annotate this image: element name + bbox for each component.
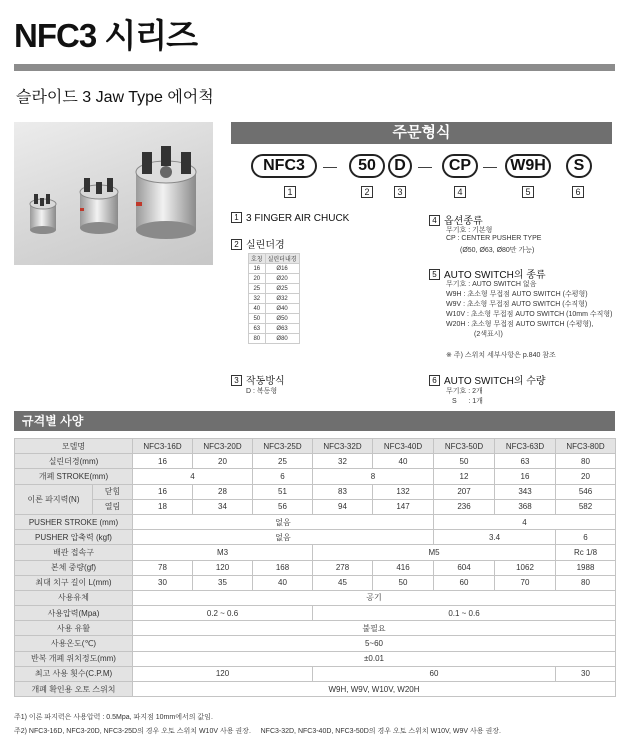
table-cell: 80 bbox=[556, 454, 616, 469]
table-cell: 28 bbox=[193, 484, 253, 499]
table-row bbox=[15, 484, 616, 499]
table-row bbox=[15, 469, 616, 484]
table-row bbox=[15, 636, 616, 651]
section-5-line: W9V : 초소형 무접점 AUTO SWITCH (수직형) bbox=[446, 301, 588, 308]
table-cell: 5~60 bbox=[133, 636, 616, 651]
order-code-switch: W9H bbox=[505, 154, 551, 178]
product-photo bbox=[14, 122, 213, 265]
page-subtitle: 슬라이드 3 Jaw Type 에어척 bbox=[16, 89, 214, 106]
table-cell: Ø20 bbox=[265, 274, 299, 284]
row-label: 모델명 bbox=[15, 439, 133, 454]
table-cell: Ø40 bbox=[265, 304, 299, 314]
table-cell: 34 bbox=[193, 499, 253, 514]
table-cell: 공기 bbox=[133, 590, 616, 605]
table-cell: 1988 bbox=[556, 560, 616, 575]
order-num-box: 5 bbox=[522, 186, 534, 198]
table-cell: 236 bbox=[434, 499, 495, 514]
table-cell: NFC3-16D bbox=[133, 439, 193, 454]
bore-table-header: 호칭 bbox=[249, 254, 266, 264]
table-cell: Ø50 bbox=[265, 314, 299, 324]
table-cell: 6 bbox=[556, 530, 616, 545]
table-cell: NFC3-50D bbox=[434, 439, 495, 454]
table-cell: 207 bbox=[434, 484, 495, 499]
row-label: 배관 접속구 bbox=[15, 545, 133, 560]
section-4-line: (Ø50, Ø63, Ø80만 가능) bbox=[460, 247, 535, 254]
table-cell: Ø80 bbox=[265, 334, 299, 344]
section-title: 실린더경 bbox=[246, 240, 285, 251]
section-title: AUTO SWITCH의 종류 bbox=[444, 270, 546, 281]
order-num-box: 6 bbox=[572, 186, 584, 198]
table-cell: 51 bbox=[253, 484, 313, 499]
section-num: 6 bbox=[429, 375, 440, 386]
order-code-qty: S bbox=[566, 154, 592, 178]
table-row bbox=[249, 264, 300, 274]
table-cell: 12 bbox=[434, 469, 495, 484]
table-cell: 45 bbox=[313, 575, 373, 590]
section-num: 5 bbox=[429, 269, 440, 280]
table-cell: 0.1 ~ 0.6 bbox=[313, 606, 616, 621]
section-5-line: W9H : 초소형 무접점 AUTO SWITCH (수평형) bbox=[446, 291, 588, 298]
table-cell: NFC3-63D bbox=[495, 439, 556, 454]
order-code-action: D bbox=[388, 154, 412, 178]
order-code-series: NFC3 bbox=[251, 154, 317, 178]
table-cell: 604 bbox=[434, 560, 495, 575]
table-cell: 18 bbox=[133, 499, 193, 514]
row-label: 본체 중량(gf) bbox=[15, 560, 133, 575]
table-cell: 3.4 bbox=[434, 530, 556, 545]
table-cell: Rc 1/8 bbox=[556, 545, 616, 560]
order-code-option: CP bbox=[442, 154, 478, 178]
table-cell: 20 bbox=[193, 454, 253, 469]
table-cell: 582 bbox=[556, 499, 616, 514]
table-cell: 50 bbox=[373, 575, 434, 590]
table-row bbox=[249, 324, 300, 334]
bore-table-header: 실린더내경 bbox=[265, 254, 299, 264]
section-6 bbox=[429, 372, 546, 387]
table-cell: 120 bbox=[133, 666, 313, 681]
section-num: 3 bbox=[231, 375, 242, 386]
table-cell: 20 bbox=[249, 274, 266, 284]
table-row bbox=[15, 575, 616, 590]
order-format-header: 주문형식 bbox=[231, 122, 612, 144]
order-dash: — bbox=[483, 158, 497, 174]
table-cell: Ø25 bbox=[265, 284, 299, 294]
section-5-note: ※ 주) 스위치 세부사항은 p.840 참조 bbox=[446, 352, 556, 359]
table-cell: 40 bbox=[253, 575, 313, 590]
table-cell: NFC3-20D bbox=[193, 439, 253, 454]
table-row bbox=[15, 545, 616, 560]
table-cell: 278 bbox=[313, 560, 373, 575]
table-cell: 40 bbox=[249, 304, 266, 314]
table-cell: 없음 bbox=[133, 514, 434, 529]
row-label: 실린더경(mm) bbox=[15, 454, 133, 469]
table-cell: 32 bbox=[249, 294, 266, 304]
table-cell: 343 bbox=[495, 484, 556, 499]
row-label: PUSHER 압축력 (kgf) bbox=[15, 530, 133, 545]
table-row bbox=[15, 606, 616, 621]
table-cell: Ø32 bbox=[265, 294, 299, 304]
table-row bbox=[15, 560, 616, 575]
table-cell: 4 bbox=[434, 514, 616, 529]
table-cell: 16 bbox=[249, 264, 266, 274]
table-cell: 16 bbox=[495, 469, 556, 484]
table-cell: 50 bbox=[249, 314, 266, 324]
section-title: 3 FINGER AIR CHUCK bbox=[246, 213, 350, 224]
row-label: 사용온도(℃) bbox=[15, 636, 133, 651]
row-label: 개폐 확인용 오토 스위치 bbox=[15, 682, 133, 697]
table-cell: 546 bbox=[556, 484, 616, 499]
table-cell: 416 bbox=[373, 560, 434, 575]
table-cell: 120 bbox=[193, 560, 253, 575]
air-chuck-illustration bbox=[14, 122, 213, 265]
table-cell: 70 bbox=[495, 575, 556, 590]
order-num-box: 2 bbox=[361, 186, 373, 198]
order-dash: — bbox=[418, 158, 432, 174]
row-label: 이론 파지력(N) bbox=[15, 484, 93, 514]
table-cell: NFC3-25D bbox=[253, 439, 313, 454]
table-row bbox=[249, 314, 300, 324]
table-cell: 168 bbox=[253, 560, 313, 575]
table-row bbox=[15, 530, 616, 545]
row-sublabel: 닫힘 bbox=[93, 484, 133, 499]
order-num-box: 3 bbox=[394, 186, 406, 198]
section-num: 4 bbox=[429, 215, 440, 226]
footnote: 주1) 이론 파지력은 사용압력 : 0.5Mpa, 파지점 10mm에서의 값임. bbox=[14, 714, 213, 721]
spec-table bbox=[14, 438, 616, 697]
table-cell: 40 bbox=[373, 454, 434, 469]
section-title: 작동방식 bbox=[246, 376, 285, 387]
table-row bbox=[15, 621, 616, 636]
table-cell: 30 bbox=[556, 666, 616, 681]
title-divider bbox=[14, 64, 615, 71]
table-cell: 60 bbox=[434, 575, 495, 590]
section-1 bbox=[231, 212, 349, 224]
section-3 bbox=[231, 372, 285, 387]
section-5-line: W10V : 초소형 무접점 AUTO SWITCH (10mm 수직형) bbox=[446, 311, 613, 318]
bore-table bbox=[248, 253, 300, 344]
row-label: PUSHER STROKE (mm) bbox=[15, 514, 133, 529]
table-cell: M3 bbox=[133, 545, 313, 560]
section-6-line: S : 1개 bbox=[452, 398, 483, 405]
table-row bbox=[15, 666, 616, 681]
table-row bbox=[15, 499, 616, 514]
table-cell: Ø63 bbox=[265, 324, 299, 334]
row-label: 사용유체 bbox=[15, 590, 133, 605]
table-cell: 50 bbox=[434, 454, 495, 469]
section-4-line: CP : CENTER PUSHER TYPE bbox=[446, 235, 542, 242]
row-label: 개폐 STROKE(mm) bbox=[15, 469, 133, 484]
order-code-bore: 50 bbox=[349, 154, 385, 178]
section-5-line: 무기호 : AUTO SWITCH 없음 bbox=[446, 281, 537, 288]
row-label: 최고 사용 횟수(C.P.M) bbox=[15, 666, 133, 681]
table-cell: 35 bbox=[193, 575, 253, 590]
table-cell: NFC3-32D bbox=[313, 439, 373, 454]
row-label: 사용압력(Mpa) bbox=[15, 606, 133, 621]
table-cell: M5 bbox=[313, 545, 556, 560]
table-row bbox=[15, 439, 616, 454]
table-cell: 4 bbox=[133, 469, 253, 484]
page-title: NFC3 시리즈 bbox=[14, 17, 197, 54]
section-3-line: D : 복동형 bbox=[246, 388, 278, 395]
table-cell: 8 bbox=[313, 469, 434, 484]
table-cell: 94 bbox=[313, 499, 373, 514]
section-6-line: 무기호 : 2개 bbox=[446, 388, 483, 395]
section-num: 1 bbox=[231, 212, 242, 223]
section-2 bbox=[231, 236, 285, 251]
table-cell: 16 bbox=[133, 484, 193, 499]
section-title: 옵션종류 bbox=[444, 216, 483, 227]
table-cell: 83 bbox=[313, 484, 373, 499]
table-row bbox=[249, 304, 300, 314]
table-cell: 25 bbox=[253, 454, 313, 469]
table-cell: 25 bbox=[249, 284, 266, 294]
table-cell: 147 bbox=[373, 499, 434, 514]
table-cell: W9H, W9V, W10V, W20H bbox=[133, 682, 616, 697]
table-cell: 20 bbox=[556, 469, 616, 484]
table-cell: 60 bbox=[313, 666, 556, 681]
order-num-box: 4 bbox=[454, 186, 466, 198]
table-row bbox=[249, 274, 300, 284]
table-cell: NFC3-40D bbox=[373, 439, 434, 454]
section-num: 2 bbox=[231, 239, 242, 250]
table-cell: 30 bbox=[133, 575, 193, 590]
table-cell: 32 bbox=[313, 454, 373, 469]
table-cell: Ø16 bbox=[265, 264, 299, 274]
row-label: 반복 개폐 위치정도(mm) bbox=[15, 651, 133, 666]
table-cell: 1062 bbox=[495, 560, 556, 575]
table-cell: 16 bbox=[133, 454, 193, 469]
table-cell: 6 bbox=[253, 469, 313, 484]
spec-header: 규격별 사양 bbox=[14, 411, 615, 431]
order-num-box: 1 bbox=[284, 186, 296, 198]
table-cell: 368 bbox=[495, 499, 556, 514]
section-4-line: 무기호 : 기본형 bbox=[446, 227, 493, 234]
section-5-line: W20H : 초소형 무접점 AUTO SWITCH (수평형), bbox=[446, 321, 594, 328]
table-cell: NFC3-80D bbox=[556, 439, 616, 454]
table-row bbox=[249, 284, 300, 294]
table-row bbox=[249, 334, 300, 344]
order-dash: — bbox=[323, 158, 337, 174]
table-row bbox=[15, 514, 616, 529]
section-5-line: (2색표시) bbox=[474, 331, 503, 338]
table-cell: ±0.01 bbox=[133, 651, 616, 666]
table-cell: 0.2 ~ 0.6 bbox=[133, 606, 313, 621]
table-cell: 80 bbox=[249, 334, 266, 344]
table-cell: 132 bbox=[373, 484, 434, 499]
section-title: AUTO SWITCH의 수량 bbox=[444, 376, 546, 387]
table-row bbox=[15, 651, 616, 666]
table-cell: 56 bbox=[253, 499, 313, 514]
table-cell: 불필요 bbox=[133, 621, 616, 636]
row-label: 최대 치구 길이 L(mm) bbox=[15, 575, 133, 590]
table-cell: 80 bbox=[556, 575, 616, 590]
table-cell: 63 bbox=[249, 324, 266, 334]
table-cell: 63 bbox=[495, 454, 556, 469]
table-cell: 없음 bbox=[133, 530, 434, 545]
footnote: 주2) NFC3-16D, NFC3-20D, NFC3-25D의 경우 오토 스위치 W10V 사용 권장. NFC3-32D, NFC3-40D, NFC3-50D의 경우 오토 스위치 W10V, W9V 사용 권장. bbox=[14, 728, 501, 735]
table-row bbox=[15, 682, 616, 697]
table-cell: 78 bbox=[133, 560, 193, 575]
table-row bbox=[15, 454, 616, 469]
table-row bbox=[249, 294, 300, 304]
row-sublabel: 열림 bbox=[93, 499, 133, 514]
table-row bbox=[15, 590, 616, 605]
row-label: 사용 유활 bbox=[15, 621, 133, 636]
